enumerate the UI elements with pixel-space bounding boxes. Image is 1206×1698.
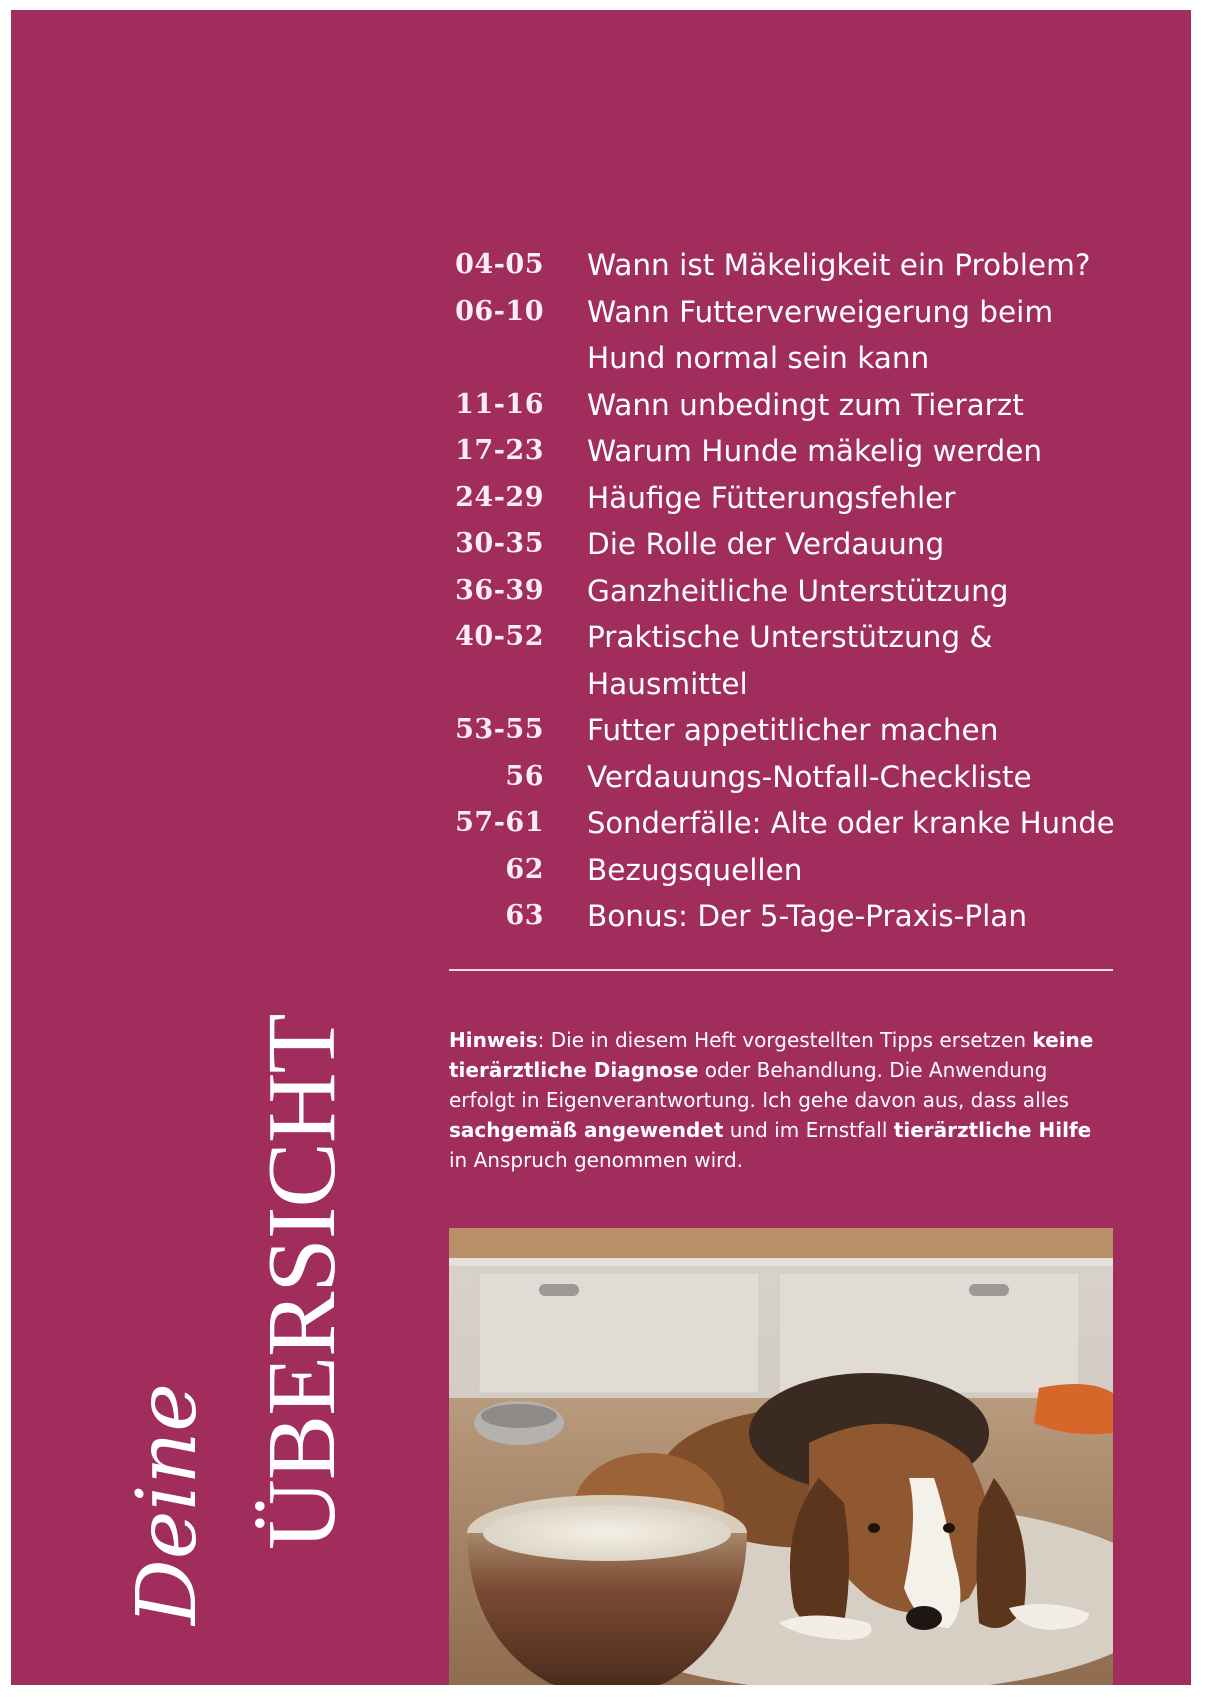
document-page: [11, 10, 1191, 1685]
toc-page-range: 04-05: [455, 249, 544, 280]
toc-page-range: 24-29: [455, 481, 544, 513]
toc-title: Wann unbedingt zum Tierarzt: [587, 387, 1024, 422]
toc-page-range: 40-52: [455, 621, 544, 652]
heading-script-word: Deine: [120, 1383, 215, 1625]
heading-main-word: ÜBERSICHT: [248, 1014, 356, 1550]
toc-page-range: 17-23: [455, 435, 544, 466]
toc-title: Bonus: Der 5-Tage-Praxis-Plan: [587, 899, 1028, 933]
toc-entry: [414, 382, 1147, 429]
note-text: und im Ernstfall: [723, 1118, 894, 1142]
toc-title: Verdauungs-Notfall-Checkliste: [587, 759, 1032, 794]
toc-entry: [414, 242, 1147, 289]
toc-entry: [414, 475, 1147, 522]
toc-title: Die Rolle der Verdauung: [587, 527, 945, 561]
toc-title: Warum Hunde mäkelig werden: [587, 434, 1043, 468]
toc-title: Praktische Unterstützung & Hausmittel: [587, 620, 993, 701]
toc-entry: [414, 707, 1147, 754]
toc-entry: [414, 847, 1147, 894]
toc-title: Ganzheitliche Unterstützung: [587, 573, 1009, 608]
toc-entry: [414, 289, 1147, 382]
note-emphasis: keine tierärztliche Diagnose: [449, 1028, 1094, 1082]
toc-title: Wann Futterverweigerung beim Hund normal sein kann: [587, 294, 1054, 375]
toc-title: Wann ist Mäkeligkeit ein Problem?: [587, 248, 1091, 282]
toc-title: Häufige Fütterungsfehler: [587, 480, 956, 515]
toc-page-range: 36-39: [455, 574, 544, 606]
toc-page-range: 11-16: [455, 388, 544, 420]
table-of-contents: [414, 242, 1147, 940]
toc-entry: [414, 893, 1147, 940]
toc-title: Sonderfälle: Alte oder kranke Hunde: [587, 806, 1115, 840]
divider-line: [449, 969, 1113, 971]
toc-entry: [414, 614, 1147, 707]
dog-photo: [449, 1228, 1113, 1685]
toc-entry: [414, 521, 1147, 568]
toc-page-range: 30-35: [455, 528, 544, 559]
toc-title: Futter appetitlicher machen: [587, 713, 999, 747]
toc-page-range: 06-10: [455, 295, 544, 327]
toc-page-range: 53-55: [455, 714, 544, 745]
note-text: oder Behandlung. Die Anwendung erfolgt in Eigenverantwortung. Ich gehe davon aus, dass alles: [449, 1058, 1069, 1112]
toc-page-range: 57-61: [455, 807, 544, 838]
note-text: : Die in diesem Heft vorgestellten Tipps ersetzen: [537, 1028, 1033, 1052]
toc-entry: [414, 800, 1147, 847]
note-emphasis: tierärztliche Hilfe: [893, 1118, 1092, 1142]
toc-entry: [414, 568, 1147, 615]
disclaimer-note: [449, 1025, 1109, 1175]
note-label: Hinweis: [449, 1028, 538, 1052]
toc-title: Bezugsquellen: [587, 852, 803, 887]
note-emphasis: sachgemäß angewendet: [449, 1118, 724, 1142]
toc-page-range: 63: [505, 900, 544, 931]
page-heading: [11, 10, 371, 1685]
toc-entry: [414, 754, 1147, 801]
note-text: in Anspruch genommen wird.: [449, 1148, 744, 1172]
toc-page-range: 62: [505, 853, 544, 885]
toc-page-range: 56: [505, 760, 544, 792]
toc-entry: [414, 428, 1147, 475]
